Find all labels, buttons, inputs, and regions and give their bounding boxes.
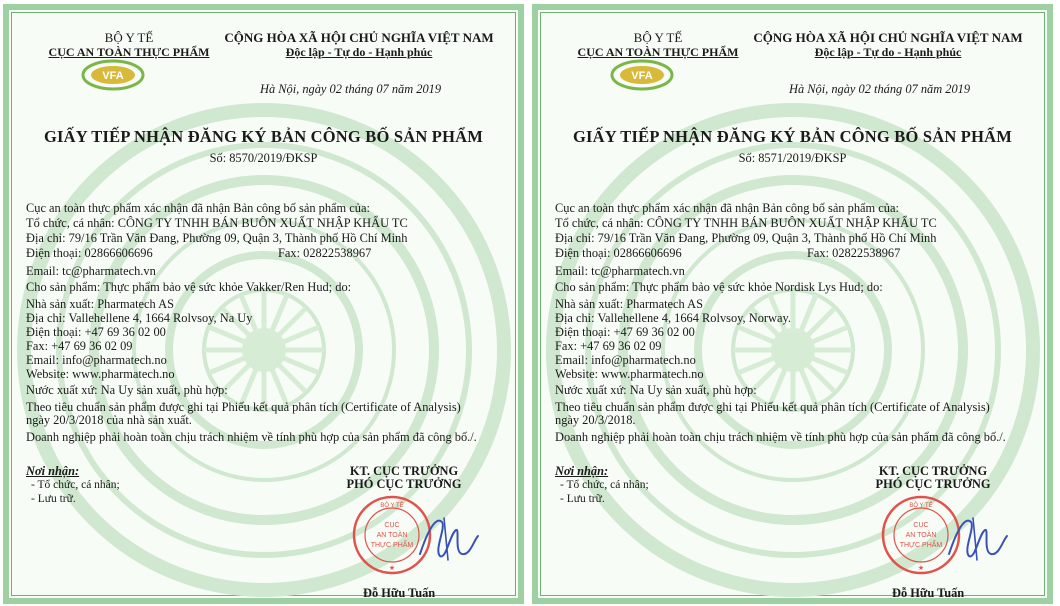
body-line: Email: info@pharmatech.no	[555, 353, 696, 367]
signature-title: KT. CỤC TRƯỞNG	[878, 464, 988, 478]
body-line: Email: tc@pharmatech.vn	[26, 264, 156, 278]
body-line: Điện thoại: 02866606696	[26, 246, 153, 260]
document-number: Số: 8571/2019/ĐKSP	[738, 151, 847, 165]
body-line: Tổ chức, cá nhân: CÔNG TY TNHH BÁN BUÔN XUẤT NHẬP KHẨU TC	[26, 216, 408, 230]
ministry-name: BỘ Y TẾ	[104, 30, 154, 45]
stamp-text: AN TOÀN	[376, 532, 408, 539]
body-line: Nhà sản xuất: Pharmatech AS	[26, 297, 174, 311]
certificate-document	[3, 4, 524, 604]
national-motto: Độc lập - Tự do - Hạnh phúc	[285, 45, 433, 59]
stamp-text: CỤC	[384, 522, 400, 529]
body-line: Doanh nghiệp phải hoàn toàn chịu trách nhiệm về tính phù hợp của sản phẩm đã công bố./.	[555, 430, 1006, 444]
recipient-item: - Lưu trữ.	[31, 493, 76, 505]
signer-name: Đỗ Hữu Tuấn	[892, 586, 965, 600]
vfa-logo	[610, 59, 674, 91]
stamp-text: THỰC PHẨM	[370, 542, 414, 549]
body-line: Fax: +47 69 36 02 09	[26, 339, 133, 353]
body-line: Email: tc@pharmatech.vn	[555, 264, 685, 278]
body-line: Theo tiêu chuẩn sản phẩm được ghi tại Phiếu kết quả phân tích (Certificate of Analysis)	[26, 400, 461, 414]
body-line: Email: info@pharmatech.no	[26, 353, 167, 367]
body-line: Điện thoại: +47 69 36 02 00	[555, 325, 695, 339]
document-title: GIẤY TIẾP NHẬN ĐĂNG KÝ BẢN CÔNG BỐ SẢN PHẨM	[43, 127, 483, 146]
document-number: Số: 8570/2019/ĐKSP	[209, 151, 318, 165]
ministry-name: BỘ Y TẾ	[633, 30, 683, 45]
svg-text:★: ★	[388, 565, 396, 572]
issue-date: Hà Nội, ngày 02 tháng 07 năm 2019	[260, 82, 442, 96]
stamp-text: THỰC PHẨM	[899, 542, 943, 549]
stamp-ring-text: BỘ Y TẾ	[380, 503, 404, 509]
body-line: Website: www.pharmatech.no	[555, 367, 704, 381]
body-line: Cho sản phẩm: Thực phẩm bảo vệ sức khỏe Vakker/Ren Hud; do:	[26, 280, 352, 294]
signature-title: KT. CỤC TRƯỞNG	[349, 464, 459, 478]
signature-subtitle: PHÓ CỤC TRƯỞNG	[875, 477, 991, 491]
body-line: Cục an toàn thực phẩm xác nhận đã nhận Bản công bố sản phẩm của:	[555, 201, 899, 215]
agency-name: CỤC AN TOÀN THỰC PHẨM	[577, 45, 739, 59]
body-line: Cục an toàn thực phẩm xác nhận đã nhận Bản công bố sản phẩm của:	[26, 201, 370, 215]
vfa-logo	[81, 59, 145, 91]
body-line: Doanh nghiệp phải hoàn toàn chịu trách nhiệm về tính phù hợp của sản phẩm đã công bố./.	[26, 430, 477, 444]
agency-name: CỤC AN TOÀN THỰC PHẨM	[48, 45, 210, 59]
recipient-item: - Lưu trữ.	[560, 493, 605, 505]
fax-line: Fax: 02822538967	[278, 246, 372, 260]
body-line: Website: www.pharmatech.no	[26, 367, 175, 381]
body-line: Nhà sản xuất: Pharmatech AS	[555, 297, 703, 311]
body-line: Điện thoại: 02866606696	[555, 246, 682, 260]
body-line: Theo tiêu chuẩn sản phẩm được ghi tại Phiếu kết quả phân tích (Certificate of Analysis)	[555, 400, 990, 414]
country-name: CỘNG HÒA XÃ HỘI CHỦ NGHĨA VIỆT NAM	[224, 30, 494, 45]
recipient-item: - Tổ chức, cá nhân;	[560, 479, 649, 491]
certificate-document	[532, 4, 1053, 604]
body-line: Địa chỉ: Vallehellene 4, 1664 Rolvsoy, Na Uy	[26, 311, 253, 325]
logo-text: VFA	[102, 70, 124, 82]
recipient-item: - Tổ chức, cá nhân;	[31, 479, 120, 491]
body-line: Tổ chức, cá nhân: CÔNG TY TNHH BÁN BUÔN XUẤT NHẬP KHẨU TC	[555, 216, 937, 230]
body-line: Nước xuất xứ: Na Uy sản xuất, phù hợp:	[26, 383, 228, 397]
national-motto: Độc lập - Tự do - Hạnh phúc	[814, 45, 962, 59]
logo-text: VFA	[631, 70, 653, 82]
recipients-heading: Nơi nhận:	[26, 464, 80, 478]
body-line: Nước xuất xứ: Na Uy sản xuất, phù hợp:	[555, 383, 757, 397]
body-line: Địa chỉ: 79/16 Trần Văn Đang, Phường 09, Quận 3, Thành phố Hồ Chí Minh	[26, 231, 408, 245]
fax-line: Fax: 02822538967	[807, 246, 901, 260]
recipients-heading: Nơi nhận:	[555, 464, 609, 478]
issue-date: Hà Nội, ngày 02 tháng 07 năm 2019	[789, 82, 971, 96]
body-line: Fax: +47 69 36 02 09	[555, 339, 662, 353]
svg-text:★: ★	[917, 565, 925, 572]
stamp-text: AN TOÀN	[905, 532, 937, 539]
handwritten-signature	[414, 510, 484, 565]
body-line: ngày 20/3/2018.	[555, 413, 636, 427]
document-title: GIẤY TIẾP NHẬN ĐĂNG KÝ BẢN CÔNG BỐ SẢN PHẨM	[572, 127, 1012, 146]
stamp-text: CỤC	[913, 522, 929, 529]
signer-name: Đỗ Hữu Tuấn	[363, 586, 436, 600]
body-line: Địa chỉ: 79/16 Trần Văn Đang, Phường 09, Quận 3, Thành phố Hồ Chí Minh	[555, 231, 937, 245]
body-line: Điện thoại: +47 69 36 02 00	[26, 325, 166, 339]
body-line: ngày 20/3/2018 của nhà sản xuất.	[26, 413, 192, 427]
signature-subtitle: PHÓ CỤC TRƯỞNG	[346, 477, 462, 491]
handwritten-signature	[943, 510, 1013, 565]
body-line: Cho sản phẩm: Thực phẩm bảo vệ sức khỏe Nordisk Lys Hud; do:	[555, 280, 883, 294]
body-line: Địa chỉ: Vallehellene 4, 1664 Rolvsoy, Norway.	[555, 311, 791, 325]
country-name: CỘNG HÒA XÃ HỘI CHỦ NGHĨA VIỆT NAM	[753, 30, 1023, 45]
stamp-ring-text: BỘ Y TẾ	[909, 503, 933, 509]
